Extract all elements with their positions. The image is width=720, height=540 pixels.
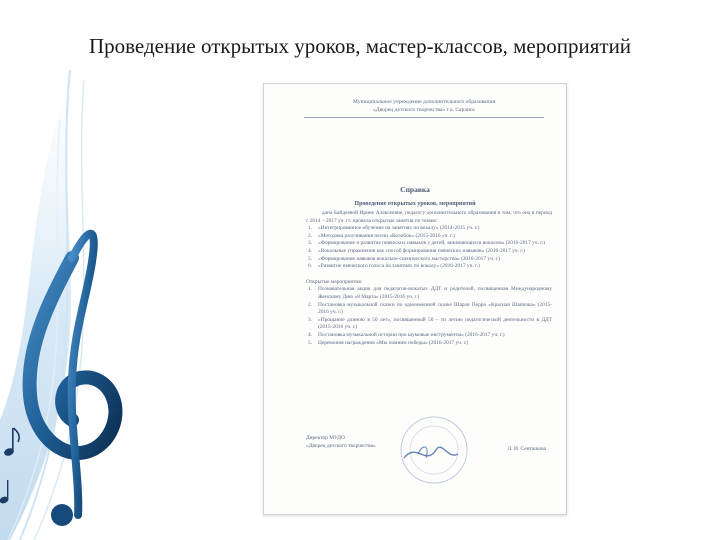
item-text: «Вокальные упражнения как способ формирования певческих навыков» (2016-2017 уч. г.) [318,247,525,254]
list-item [306,225,552,233]
item-text: Постановка музыкальной сказки по одноименной сказке Шарля Перро «Красная Шапочка» (2015-2016 уч. г.) [318,301,552,316]
signature-position: Директор МУДО [306,435,345,441]
slide-title: Проведение открытых уроков, мастер-классов, мероприятий [88,34,632,58]
list-item [306,248,552,256]
list-item [306,240,552,248]
item-number: 2. [308,301,313,308]
item-number: 3. [308,316,313,323]
signature-block [306,435,552,450]
item-number: 4. [308,331,313,338]
item-text: «Формирование навыков вокально-сценического мастерства» (2016-2017 уч. г.) [318,255,501,262]
list-item [306,302,552,317]
item-text: Церемония награждения «Мы помним победы» (2016-2017 уч. г.) [318,339,469,346]
header-divider [304,117,544,118]
treble-clef-icon [30,234,116,526]
item-text: Познавательная акция для педагогов-вожатых ДДТ и родителей, посвященная Международному Женскому Дню «8 Марта» (2015-2016 уч. г.) [318,286,552,300]
document-header [304,99,544,114]
item-text: «Прощание длиною в 50 лет», посвященный 50 – ти летию педагогической деятельности в ДДТ (2015-2016 уч. г.) [318,316,552,331]
events-list [306,286,552,347]
header-line: Муниципальное учреждение дополнительного образования [352,99,496,105]
item-text: Постановка музыкальной истории про шумовые инструменты» (2016-2017 уч. г.) [318,331,505,338]
certificate-document [263,83,567,515]
item-number: 3. [308,240,313,247]
signature-name: Л. И. Сенташова [507,446,546,452]
list-item [306,286,552,301]
item-text: «Развитие певческого голоса на занятиях по вокалу» (2016-2017 уч. г.) [318,263,480,270]
events-title: Открытые мероприятия: [306,278,363,285]
item-number: 5. [308,339,313,346]
signature-organization: «Дворец детского творчества» [306,442,376,449]
document-intro: дана Байдеевой Ирине Алексеевне, педагогу дополнительного образования в том, что она в период с 2014 – 2017 уч. гг. провела открытые занятия по темам: [306,210,552,224]
list-item [306,340,552,348]
list-item [306,332,552,340]
music-note-icon [0,428,19,505]
list-item [306,263,552,271]
item-number: 5. [308,255,313,262]
item-number: 2. [308,232,313,239]
item-number: 1. [308,286,313,293]
document-heading: Справка [400,185,430,194]
item-text: «Интегрированное обучение на занятиях по вокалу» (2014-2015 уч. г.) [318,225,480,232]
item-number: 4. [308,247,313,254]
lessons-list [306,225,552,271]
item-text: «Методика разучивания песни «Колобок» (2015-2016 уч. г.) [318,232,455,239]
list-item [306,317,552,332]
document-subheading: Проведение открытых уроков, мероприятий [354,201,476,207]
wave-lines-icon [0,60,84,540]
item-text: «Формирование и развитие певческих навыков у детей, занимающихся вокалом» (2016-2017 уч. г.) [318,240,546,247]
item-number: 6. [308,263,313,270]
header-line: «Дворец детского творчества» г.о. Саранск [372,106,476,113]
document-body [306,210,552,347]
item-number: 1. [308,225,313,232]
